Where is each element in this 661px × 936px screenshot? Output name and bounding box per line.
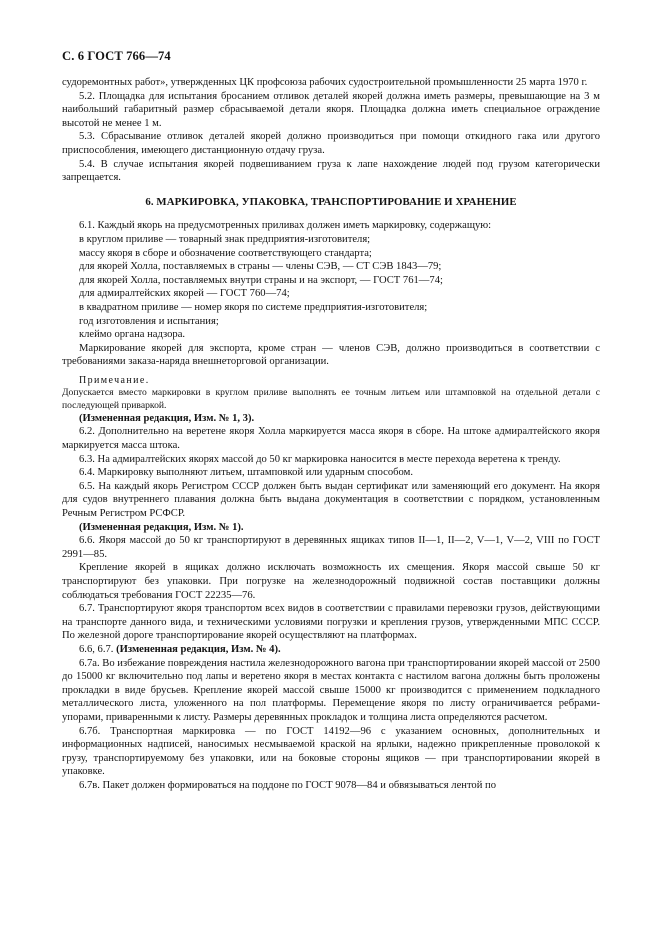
marking-line: для адмиралтейских якорей — ГОСТ 760—74; xyxy=(79,288,290,300)
marking-line: для якорей Холла, поставляемых в страны — члены СЭВ, — СТ СЭВ 1843—79; xyxy=(79,261,442,273)
marking-line: год изготовления и испытания; xyxy=(79,315,219,327)
amendment-note-6-5: (Измененная редакция, Изм. № 1). xyxy=(79,521,244,533)
marking-line: клеймо органа надзора. xyxy=(79,329,186,341)
amendment-text: (Измененная редакция, Изм. № 4). xyxy=(116,643,281,655)
paragraph-5-3: 5.3. Сбрасывание отливок деталей якорей должно производиться при помощи откидного гака или другого приспособления, имеющего дистанционную отдачу груза. xyxy=(62,131,600,156)
amendment-note-6-1: (Измененная редакция, Изм. № 1, 3). xyxy=(79,412,255,424)
paragraph-6-6: 6.6. Якоря массой до 50 кг транспортируют в деревянных ящиках типов II—1, II—2, V—1, V—2, VIII по ГОСТ 2991—85. xyxy=(62,535,600,560)
marking-line: в круглом приливе — товарный знак предприятия-изготовителя; xyxy=(79,233,371,245)
paragraph-6-7v: 6.7в. Пакет должен формироваться на поддоне по ГОСТ 9078—84 и обвязываться лентой по xyxy=(79,779,497,791)
paragraph-6-7a: 6.7а. Во избежание повреждения настила железнодорожного вагона при транспортировании якорей массой от 2500 до 15000 кг включительно под лапы и веретено якоря в местах контакта с настилом вагона должны быть проложены прокладки в виде брусьев. Крепление якорей массой свыше 15000 кг производится с применением подкладного металлического листа, уложенного на пол платформы. Перемещение якоря по листу ограничивается ребрами-упорами, приваренными к листу. Размеры деревянных прокладок и толщина листа определяются расчетом. xyxy=(62,657,600,723)
paragraph-continuation: судоремонтных работ», утвержденных ЦК профсоюза рабочих судостроительной промышленности 25 марта 1970 г. xyxy=(62,77,588,88)
amendment-note-6-7 xyxy=(62,643,600,657)
document-body xyxy=(62,76,600,793)
paragraph-6-2: 6.2. Дополнительно на веретене якоря Холла маркируется масса якоря в сборе. На штоке адмиралтейского якоря маркируется масса штока. xyxy=(62,426,600,452)
marking-line: массу якоря в сборе и обозначение соответствующего стандарта; xyxy=(79,247,372,259)
paragraph-5-2: 5.2. Площадка для испытания бросанием отливок деталей якорей должна иметь размеры, превышающие на 3 м наибольший габаритный размер сбрасываемой детали якоря. Площадка должна иметь специальное ограждение высотой не менее 1 м. xyxy=(62,90,600,129)
marking-line: для якорей Холла, поставляемых внутри страны и на экспорт, — ГОСТ 761—74; xyxy=(79,274,443,286)
amendment-prefix: 6.6, 6.7. xyxy=(79,643,117,655)
paragraph-6-7: 6.7. Транспортируют якоря транспортом всех видов в соответствии с правилами перевозки грузов, действующими на транспорте данного вида, и техническими условиями погрузки и крепления грузов, утвержденными МПС СССР. По железной дороге транспортирование якорей осуществляют на платформах. xyxy=(62,603,600,642)
marking-line: в квадратном приливе — номер якоря по системе предприятия-изготовителя; xyxy=(79,301,428,313)
page-header: С. 6 ГОСТ 766—74 xyxy=(62,49,171,63)
paragraph-6-3: 6.3. На адмиралтейских якорях массой до 50 кг маркировка наносится в месте перехода веретена к тренду. xyxy=(79,453,561,465)
section-title: 6. МАРКИРОВКА, УПАКОВКА, ТРАНСПОРТИРОВАНИЕ И ХРАНЕНИЕ xyxy=(145,195,517,208)
paragraph-6-1: 6.1. Каждый якорь на предусмотренных приливах должен иметь маркировку, содержащую: xyxy=(79,220,492,232)
note-text: Допускается вместо маркировки в круглом приливе выполнять ее точным литьем или штамповкой на отдельной детали с последующей приваркой. xyxy=(62,387,600,411)
note-label: Примечание. xyxy=(79,374,150,386)
paragraph-6-4: 6.4. Маркировку выполняют литьем, штамповкой или ударным способом. xyxy=(79,467,413,479)
paragraph-export-marking: Маркирование якорей для экспорта, кроме стран — членов СЭВ, должно производиться в соответствии с требованиями заказа-наряда внешнеторговой организации. xyxy=(62,342,600,368)
paragraph-5-4: 5.4. В случае испытания якорей подвешиванием груза к лапе нахождение людей под грузом категорически запрещается. xyxy=(62,158,600,184)
paragraph-6-7b: 6.7б. Транспортная маркировка — по ГОСТ 14192—96 с указанием основных, дополнительных и информационных надписей, наносимых несмываемой краской на ярлыки, надежно прикрепленные проволокой к грузу, транспортируемому без упаковки, или на боковые стороны ящиков — при транспортировании якорей в упаковке. xyxy=(62,725,600,778)
paragraph-6-6-fastening: Крепление якорей в ящиках должно исключать возможность их смещения. Якоря массой свыше 50 кг транспортируют без упаковки. При погрузке на железнодорожный подвижной состав поставщики должны соблюдаться требования ГОСТ 22235—76. xyxy=(62,562,600,601)
paragraph-6-5: 6.5. На каждый якорь Регистром СССР должен быть выдан сертификат или заменяющий его документ. На якоря для судов внутреннего плавания должна быть выдана документация в соответствии с порядком, установленным Речным Регистром РСФСР. xyxy=(62,480,600,520)
